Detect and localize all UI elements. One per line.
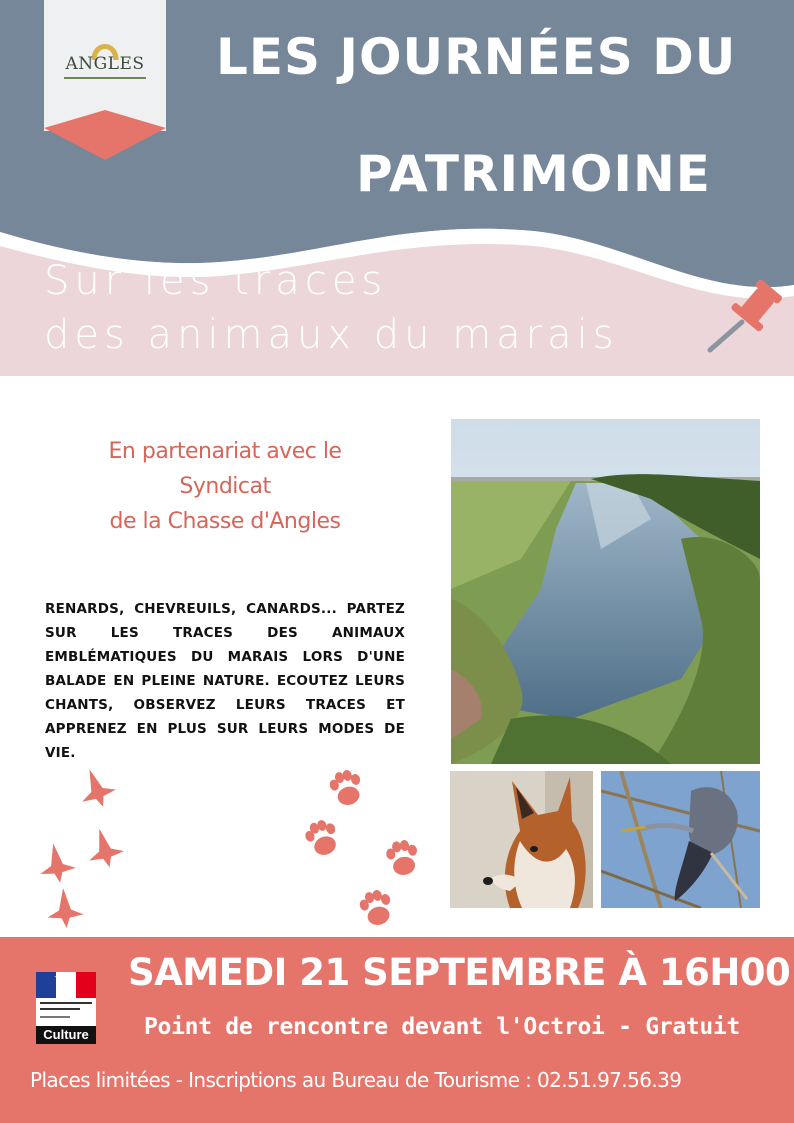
bird-track-icon [35, 840, 77, 886]
subtitle-line-1: Sur les traces [44, 258, 388, 304]
registration-info: Places limitées - Inscriptions au Bureau de Tourisme : 02.51.97.56.39 [30, 1068, 682, 1092]
partner-line-3: de la Chasse d'Angles [109, 509, 341, 534]
marianne-flag-icon [36, 972, 96, 1026]
partner-block [60, 434, 390, 539]
paw-print-icon [302, 816, 343, 859]
description-text: RENARDS, CHEVREUILS, CANARDS... PARTEZ SUR LES TRACES DES ANIMAUX EMBLÉMATIQUES DU MARAIS LORS D'UNE BALADE EN PLEINE NATURE. ECOUTEZ LEURS CHANTS, OBSERVEZ LEURS TRACES ET APPRENEZ EN PLUS SUR LEURS MODES DE VIE. [45, 601, 405, 761]
marsh-photo [451, 419, 760, 764]
title-line-2: PATRIMOINE [356, 145, 711, 203]
paw-print-icon [384, 838, 421, 877]
title-line-1: LES JOURNÉES DU [216, 28, 737, 86]
culture-ministry-logo [36, 972, 96, 1044]
logo-chevron [44, 110, 166, 162]
paw-tracks [295, 760, 435, 940]
paw-print-icon [327, 767, 366, 808]
bird-tracks [35, 760, 135, 935]
culture-logo-word: Culture [36, 1026, 96, 1044]
pushpin-icon [700, 278, 786, 356]
logo-text: ANGLES [65, 54, 145, 74]
meeting-point: Point de rencontre devant l'Octroi - Gratuit [144, 1014, 741, 1040]
bird-track-icon [73, 763, 121, 813]
bird-track-icon [45, 887, 84, 930]
partner-line-1: En partenariat avec le [108, 439, 342, 464]
heron-photo [601, 771, 760, 908]
partner-line-2: Syndicat [179, 474, 271, 499]
subtitle-line-2: des animaux du marais [44, 312, 619, 358]
fox-photo [450, 771, 593, 908]
paw-print-icon [357, 887, 396, 928]
event-date: SAMEDI 21 SEPTEMBRE À 16H00 [128, 951, 791, 994]
bird-track-icon [82, 824, 127, 872]
